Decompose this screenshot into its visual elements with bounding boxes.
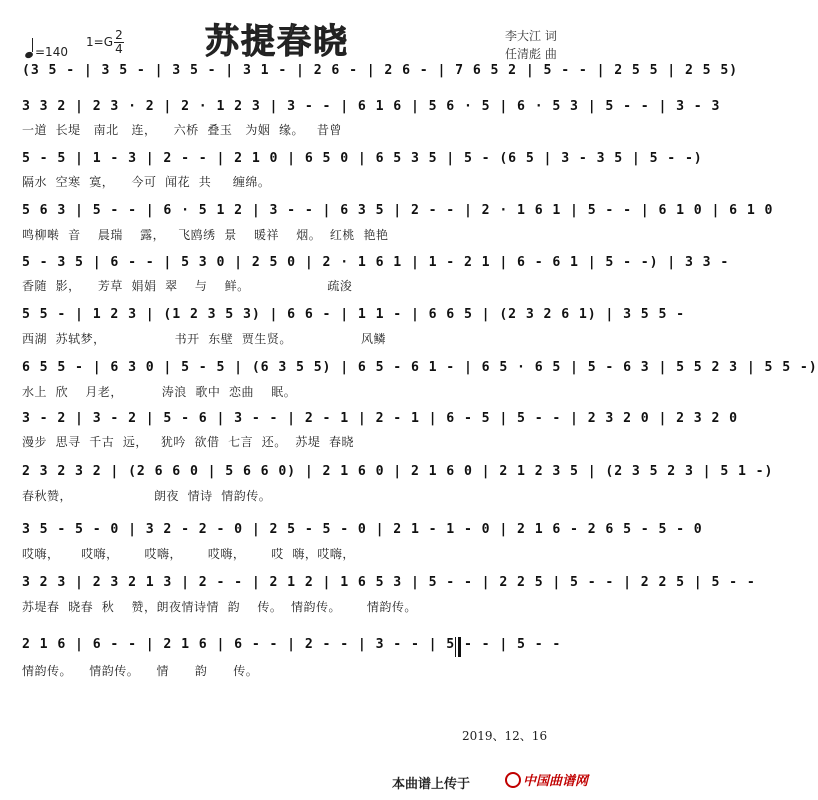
time-signature-top: 2: [115, 28, 123, 42]
score-line-6-notes: 5 5 - | 1 2 3 | (1 2 3 5 3) | 6 6 - | 1 1 - | 6 6 5 | (2 3 2 6 1) | 3 5 5 -: [22, 307, 685, 322]
score-line-4-notes: 5 6 3 | 5 - - | 6 · 5 1 2 | 3 - - | 6 3 5 | 2 - - | 2 · 1 6 1 | 5 - - | 6 1 0 | 6 1 0: [22, 203, 774, 218]
score-line-8-lyrics: 漫步 思寻 千古 远， 犹吟 欲借 七言 还。 苏堤 春晓: [22, 435, 354, 449]
song-title: 苏提春晓: [205, 22, 349, 62]
upload-note: 本曲谱上传于: [392, 777, 471, 792]
time-signature: [114, 30, 124, 55]
site-logo-text: 中国曲谱网: [523, 774, 589, 789]
quarter-note-icon: [24, 51, 34, 59]
score-line-9-lyrics: 春秋赞， 朗夜 情诗 情韵传。: [22, 489, 272, 503]
note-stem: [32, 38, 33, 52]
score-date: 2019、12、16: [462, 729, 548, 743]
score-line-1-notes: (3 5 - | 3 5 - | 3 5 - | 3 1 - | 2 6 - | 2 6 - | 7 6 5 2 | 5 - - | 2 5 5 | 2 5 5): [22, 63, 739, 78]
score-line-12-notes: 2 1 6 | 6 - - | 2 1 6 | 6 - - | 2 - - | 3 - - | 5 - - | 5 - -: [22, 637, 562, 652]
score-line-5-lyrics: 香随 影， 芳草 娟娟 翠 与 鲜。 疏浚: [22, 279, 353, 293]
score-line-4-lyrics: 鸣柳啭 音 晨瑞 露， 飞鸥绣 景 暖祥 烟。 红桃 艳艳: [22, 228, 389, 242]
score-line-2-lyrics: 一道 长堤 南北 连， 六桥 叠玉 为姻 缘。 昔曾: [22, 123, 342, 137]
score-line-9-notes: 2 3 2 3 2 | (2 6 6 0 | 5 6 6 0) | 2 1 6 0 | 2 1 6 0 | 2 1 2 3 5 | (2 3 5 2 3 | 5 1 -): [22, 464, 774, 479]
score-line-3-lyrics: 隔水 空寒 寞， 今可 闻花 共 缠绵。: [22, 175, 271, 189]
site-logo[interactable]: [505, 770, 588, 789]
final-barline: [455, 637, 461, 657]
score-line-8-notes: 3 - 2 | 3 - 2 | 5 - 6 | 3 - - | 2 - 1 | 2 - 1 | 6 - 5 | 5 - - | 2 3 2 0 | 2 3 2 0: [22, 411, 739, 426]
score-line-12-lyrics: 情韵传。 情韵传。 情 韵 传。: [22, 664, 259, 678]
composer-credit: 任清彪 曲: [505, 47, 557, 61]
logo-icon: [505, 772, 521, 788]
tempo-value: =140: [35, 45, 68, 59]
tempo-marking: [25, 42, 68, 59]
score-line-11-notes: 3 2 3 | 2 3 2 1 3 | 2 - - | 2 1 2 | 1 6 5 3 | 5 - - | 2 2 5 | 5 - - | 2 2 5 | 5 - -: [22, 575, 756, 590]
score-line-11-lyrics: 苏堤春 晓春 秋 赞，朗夜情诗情 韵 传。 情韵传。 情韵传。: [22, 600, 417, 614]
score-line-7-lyrics: 水上 欣 月老， 涛浪 歌中 恋曲 眠。: [22, 385, 297, 399]
time-signature-bottom: 4: [115, 42, 123, 56]
score-line-10-notes: 3 5 - 5 - 0 | 3 2 - 2 - 0 | 2 5 - 5 - 0 | 2 1 - 1 - 0 | 2 1 6 - 2 6 5 - 5 - 0: [22, 522, 703, 537]
score-line-7-notes: 6 5 5 - | 6 3 0 | 5 - 5 | (6 3 5 5) | 6 5 - 6 1 - | 6 5 · 6 5 | 5 - 6 3 | 5 5 2 3 | 5 5 -): [22, 360, 818, 375]
key-signature: 1=G: [86, 35, 113, 49]
lyricist-credit: 李大江 词: [505, 29, 557, 43]
score-line-3-notes: 5 - 5 | 1 - 3 | 2 - - | 2 1 0 | 6 5 0 | 6 5 3 5 | 5 - (6 5 | 3 - 3 5 | 5 - -): [22, 151, 703, 166]
score-line-10-lyrics: 哎嗨， 哎嗨， 哎嗨， 哎嗨， 哎 嗨，哎嗨，: [22, 547, 355, 561]
score-line-5-notes: 5 - 3 5 | 6 - - | 5 3 0 | 2 5 0 | 2 · 1 6 1 | 1 - 2 1 | 6 - 6 1 | 5 - -) | 3 3 -: [22, 255, 730, 270]
score-line-6-lyrics: 西湖 苏轼梦， 书开 东壁 贾生贤。 风鳞: [22, 332, 386, 346]
score-line-2-notes: 3 3 2 | 2 3 · 2 | 2 · 1 2 3 | 3 - - | 6 1 6 | 5 6 · 5 | 6 · 5 3 | 5 - - | 3 - 3: [22, 99, 721, 114]
